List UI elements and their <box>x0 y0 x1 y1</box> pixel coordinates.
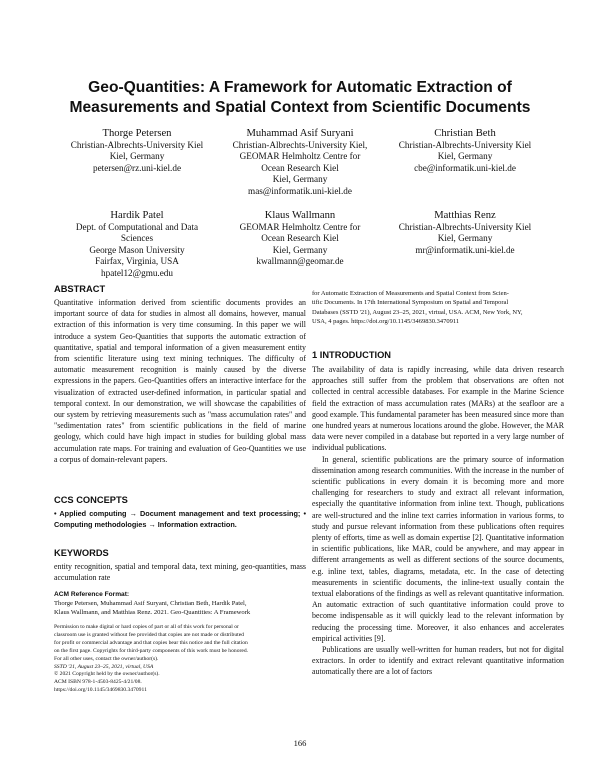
reference-line: for Automatic Extraction of Measurements and Spatial Context from Scien- <box>312 290 509 297</box>
acm-reference-continued <box>312 289 523 327</box>
conference-line: SSTD '21, August 23–25, 2021, virtual, USA <box>54 663 154 670</box>
author-location: Kiel, Germany <box>437 233 493 244</box>
author-affiliation: Sciences <box>120 233 154 244</box>
author-name: Christian Beth <box>434 128 496 139</box>
reference-line: USA, 4 pages. https://doi.org/10.1145/3469830.3470911 <box>312 318 460 326</box>
permission-line: on the first page. Copyrights for third-party components of this work must be honored. <box>54 647 249 654</box>
author-block <box>42 209 232 279</box>
author-affiliation: Christian-Albrechts-University Kiel <box>398 222 532 232</box>
acm-reference-line: Klaus Wallmann, and Matthias Renz. 2021. Geo-Quantities: A Framework <box>54 609 251 617</box>
author-email[interactable]: kwallmann@geomar.de <box>256 256 344 267</box>
reference-line: Databases (SSTD '21), August 23–25, 2021, virtual, USA. ACM, New York, NY, <box>312 308 523 316</box>
author-location: Fairfax, Virginia, USA <box>95 256 179 267</box>
ccs-text: • Applied computing → Document management and text processing; • Computing methodologies → Information extraction. <box>54 509 306 529</box>
intro-paragraph: The availability of data is rapidly increasing, while data driven research approaches still suffer from the problem that observations are often not collected in central accessible databases. For example in the Marine Science field the extraction of mass accumulation rates (MARs) at the seafloor are a good example. This fundamental parameter has been measured since more than one hundred years at numerous locations around the globe. However, the MAR data were never compiled in a database but reported in a very large number of individual publications. <box>312 365 564 453</box>
copyright-line: © 2021 Copyright held by the owner/author(s). <box>54 671 160 678</box>
abstract-text: Quantitative information derived from scientific documents provides an important source of data for studies in almost all domains, however, manual extraction of this information is very time consuming. In this paper we will introduce a system Geo-Quantities that supports the automatic extraction of quantitative, spatial and temporal information of a given measurement entity from scientific literature using text mining techniques. The difficulty of automatic measurement recognition is mainly caused by the diverse expressions in the papers. Geo-Quantities offers an interactive interface for the visualization of extracted user-defined information, in particular spatial and temporal context. In our demonstration, we will showcase the capabilities of our system by retrieving measurements such as "mass accumulation rates" and "sedimentation rates" from scientific publications in the field of marine geology, which could have high impact in studies for building global mass accumulation rate maps. For training and evaluation of Geo-Quantities we use a corpus of domain-relevant papers. <box>54 298 306 464</box>
reference-line: tific Documents. In 17th International Symposium on Spatial and Temporal <box>312 299 509 307</box>
author-block <box>205 127 395 197</box>
author-affiliation: Ocean Research Kiel <box>261 162 339 173</box>
acm-reference <box>54 590 250 618</box>
author-affiliation: GEOMAR Helmholtz Centre for <box>239 222 361 232</box>
acm-reference-line: Thorge Petersen, Muhammad Asif Suryani, Christian Beth, Hardik Patel, <box>54 600 247 608</box>
author-block <box>42 127 232 174</box>
title-line: Measurements and Spatial Context from Scientific Documents <box>69 99 531 116</box>
keywords-body <box>54 561 306 583</box>
author-location: Kiel, Germany <box>272 244 328 255</box>
author-name: Thorge Petersen <box>102 128 172 139</box>
intro-paragraph: In general, scientific publications are the primary source of information dissemination among research communities. With the increase in the number of scientific publications in every domain it is becoming more and more challenging for researchers to study and extract all relevant information, especially the quantitative information from inline text. Though, publications are well-structured and the inline text carries information in various forms, to study and pursue relevant information from these publications often requires plenty of efforts, time as well as domain expertise [2]. Quantitative information in scientific publications, like MAR, could be anywhere, and may appear in different arrangements as well as different sections of the source documents, e.g. inline text, tables, diagrams, metadata, etc. In the case of detecting measurements in scientific documents, the inline-text usually contain the textual elaborations of the findings as well as relevant quantitative information. An automatic extraction of such quantitative information could prove to become indispensable as it will quickly lead to the relevant information by reducing the processing time. Moreover, it also enhances and accelerates empirical activities [9]. <box>312 454 564 643</box>
author-name: Matthias Renz <box>434 210 496 221</box>
author-affiliation: Christian-Albrechts-University Kiel <box>70 140 204 150</box>
author-block <box>205 209 395 268</box>
permission-line: Permission to make digital or hard copies of part or all of this work for personal or <box>54 624 239 630</box>
intro-paragraph: Publications are usually well-written for human readers, but not for digital extractors. In order to identify and extract relevant quantitative information automatically there are a lot of factors <box>312 645 564 677</box>
author-affiliation: Dept. of Computational and Data <box>75 222 199 232</box>
permission-line: for profit or commercial advantage and that copies bear this notice and the full citation <box>54 639 248 646</box>
author-affiliation: Ocean Research Kiel <box>261 233 339 244</box>
introduction-heading: 1 INTRODUCTION <box>312 350 392 360</box>
author-affiliation: Christian-Albrechts-University Kiel, <box>232 140 368 150</box>
author-affiliation: George Mason University <box>89 244 185 255</box>
keywords-text: entity recognition, spatial and temporal data, text mining, geo-quantities, mass accumulation rate <box>54 562 306 583</box>
abstract-body <box>54 297 306 465</box>
author-location: Kiel, Germany <box>109 151 165 162</box>
author-block <box>370 209 560 256</box>
author-email[interactable]: mr@informatik.uni-kiel.de <box>415 244 515 255</box>
keywords-heading: KEYWORDS <box>54 548 109 558</box>
author-location: Kiel, Germany <box>437 151 493 162</box>
abstract-heading: ABSTRACT <box>54 284 106 294</box>
author-block <box>370 127 560 174</box>
author-email[interactable]: hpatel12@gmu.edu <box>101 267 173 278</box>
doi-link[interactable]: https://doi.org/10.1145/3469830.3470911 <box>54 687 147 694</box>
author-location: Kiel, Germany <box>272 174 328 185</box>
author-affiliation: Christian-Albrechts-University Kiel <box>398 140 532 150</box>
author-affiliation: GEOMAR Helmholtz Centre for <box>239 151 361 162</box>
author-email[interactable]: petersen@rz.uni-kiel.de <box>92 162 182 173</box>
author-email[interactable]: cbe@informatik.uni-kiel.de <box>414 162 516 173</box>
permission-block <box>54 624 248 695</box>
author-name: Klaus Wallmann <box>264 210 336 221</box>
ccs-heading: CCS CONCEPTS <box>54 495 128 505</box>
author-email[interactable]: mas@informatik.uni-kiel.de <box>248 185 352 196</box>
isbn-line: ACM ISBN 978-1-4503-8425-4/21/08. <box>54 679 142 686</box>
paper-title <box>40 78 560 118</box>
title-line: Geo-Quantities: A Framework for Automatic Extraction of <box>88 79 512 96</box>
permission-line: classroom use is granted without fee provided that copies are not made or distributed <box>54 631 244 638</box>
author-name: Muhammad Asif Suryani <box>246 128 354 139</box>
author-name: Hardik Patel <box>110 210 164 221</box>
ccs-body <box>54 508 306 530</box>
page-number: 166 <box>293 738 307 748</box>
introduction-body <box>312 364 564 678</box>
permission-line: For all other uses, contact the owner/author(s). <box>54 655 159 662</box>
acm-reference-heading: ACM Reference Format: <box>54 591 130 598</box>
